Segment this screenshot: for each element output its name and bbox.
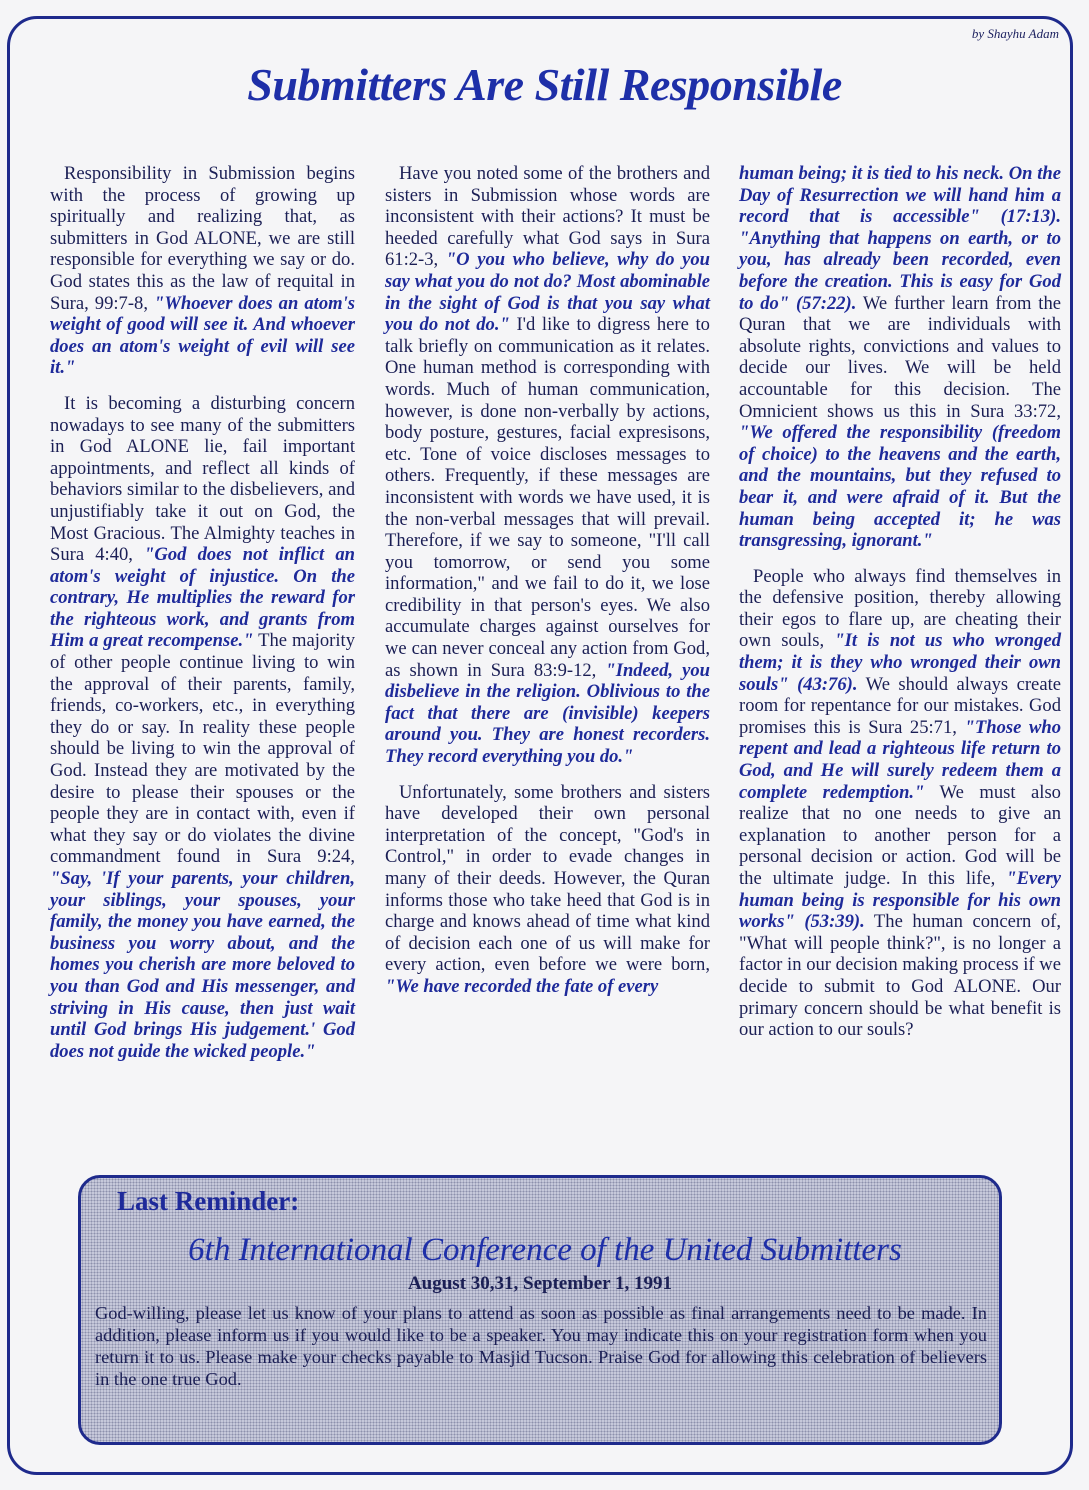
byline: by Shayhu Adam [971,26,1059,41]
body-text: People who always find themselves in the defensive position, thereby allowing their egos to flare up, are cheating their own souls, [739,565,1061,652]
paragraph [385,782,710,998]
body-text: Have you noted some of the brothers and sisters in Submission whose words are inconsistent with their actions? It must be heeded carefully what God says in Sura 61:2-3, [385,163,710,271]
quran-quote: "We offered the responsibility (freedom of choice) to the heavens and the earth, and the mountains, but they refused to bear it, and were afraid of it. But the human being accepted it; he was transgressing, ignorant." [739,422,1061,552]
body-text: We should always create room for repentance for our mistakes. God promises this is Sura 25:71, [739,673,1061,738]
quran-quote: "O you who believe, why do you say what you do not do? Most abominable in the sight of God is that you say what you do not do." [385,249,711,336]
quran-quote: "Indeed, you disbelieve in the religion. Oblivious to the fact that there are (invisible) keepers around you. They are honest recorders. They record everything you do." [385,659,711,768]
paragraph [739,163,1061,552]
column-2 [385,163,710,1012]
body-text: I'd like to digress here to talk briefly on communication as it relates. One human method is corresponding with words. Much of human communication, however, is done non-verbally by actions, body posture, gestures, facial expresisons, etc. Tone of voice discloses messages to others. Frequently, if these messages are inconsistent with words we have used, it is the non-verbal messages that will prevail. Therefore, if we say to someone, "I'll call you tomorrow, or send you some information," and we fail to do it, we lose credibility in that person's eyes. We also accumulate charges against ourselves for we can never conceal any action from God, as shown in Sura 83:9-12, [385,314,710,681]
paragraph [385,163,710,768]
quran-quote: human being; it is tied to his neck. On the Day of Resurrection we will hand him a record that is accessible" (17:13). "Anything that happens on earth, or to you, has already been recorded, even before the creation. This is easy for God to do" (57:22). [739,163,1061,314]
paragraph [50,163,355,379]
column-3 [739,163,1061,1055]
quran-quote: "Those who repent and lead a righteous life return to God, and He will surely redeem them a complete redemption." [739,716,1062,803]
quran-quote: "We have recorded the fate of every [385,975,659,997]
body-text: It is becoming a disturbing concern nowadays to see many of the submitters in God ALONE lie, fail important appointments, and reflect all kinds of behaviors similar to the disbelievers, and unjustifiably take it out on God, the Most Gracious. The Almighty teaches in Sura 4:40, [50,392,355,566]
reminder-heading: Last Reminder: [117,1186,300,1216]
body-text: Responsibility in Submission begins with the process of growing up spiritually and realizing that, as submitters in God ALONE, we are still responsible for everything we say or do. God states this as the law of requital in Sura, 99:7-8, [50,163,355,314]
quran-quote: "It is not us who wronged them; it is they who wronged their own souls" (43:76). [739,630,1061,695]
quran-quote: "Whoever does an atom's weight of good will see it. And whoever does an atom's weight of evil will see it." [50,292,355,379]
conference-dates: August 30,31, September 1, 1991 [407,1273,673,1294]
quran-quote: "Say, 'If your parents, your children, your siblings, your spouses, your family, the money you have earned, the business you worry about, and the homes you cherish are more beloved to you than God and His messenger, and striving in His cause, then just wait until God brings His judgement.' God does not guide the wicked people." [50,868,355,1062]
quran-quote: "Every human being is responsible for his own works" (53:39). [739,868,1061,933]
reminder-body: God-willing, please let us know of your plans to attend as soon as possible as final arrangements need to be made. In addition, please inform us if you would like to be a speaker. You may indicate this on your registration form when you return it to us. Please make your checks payable to Masjid Tucson. Praise God for allowing this celebration of believers in the one true God. [95,1303,987,1389]
body-text: We must also realize that no one needs to give an explanation to another person for a personal decision or action. God will be the ultimate judge. In this life, [739,781,1061,889]
conference-title: 6th International Conference of the United Submitters [188,1232,902,1268]
paragraph [50,393,355,1062]
reminder-box [78,1175,1002,1445]
body-text: The majority of other people continue living to win the approval of their parents, family, friends, co-workers, etc., in everything they do or say. In reality these people should be living to win the approval of God. Instead they are motivated by the desire to please their spouses or the people they are in contact with, even if what they say or do violates the divine commandment found in Sura 9:24, [50,630,355,868]
body-text: We further learn from the Quran that we are individuals with absolute rights, convictions and values to decide our lives. We will be held accountable for this decision. The Omnicient shows us this in Sura 33:72, [739,292,1062,422]
article-title: Submitters Are Still Responsible [247,59,842,110]
paragraph [739,566,1061,1041]
body-text: The human concern of, "What will people think?", is no longer a factor in our decision making process if we decide to submit to God ALONE. Our primary concern should be what benefit is our action to our souls? [739,911,1061,1041]
column-1 [50,163,355,1076]
body-text: Unfortunately, some brothers and sisters have developed their own personal interpretation of the concept, "God's in Control," in order to evade changes in many of their deeds. However, the Quran informs those who take heed that God is in charge and knows ahead of time what kind of decision each one of us will make for every action, even before we were born, [385,781,710,976]
quran-quote: "God does not inflict an atom's weight of injustice. On the contrary, He multiplies the reward for the righteous work, and grants from Him a great recompense." [50,544,355,652]
